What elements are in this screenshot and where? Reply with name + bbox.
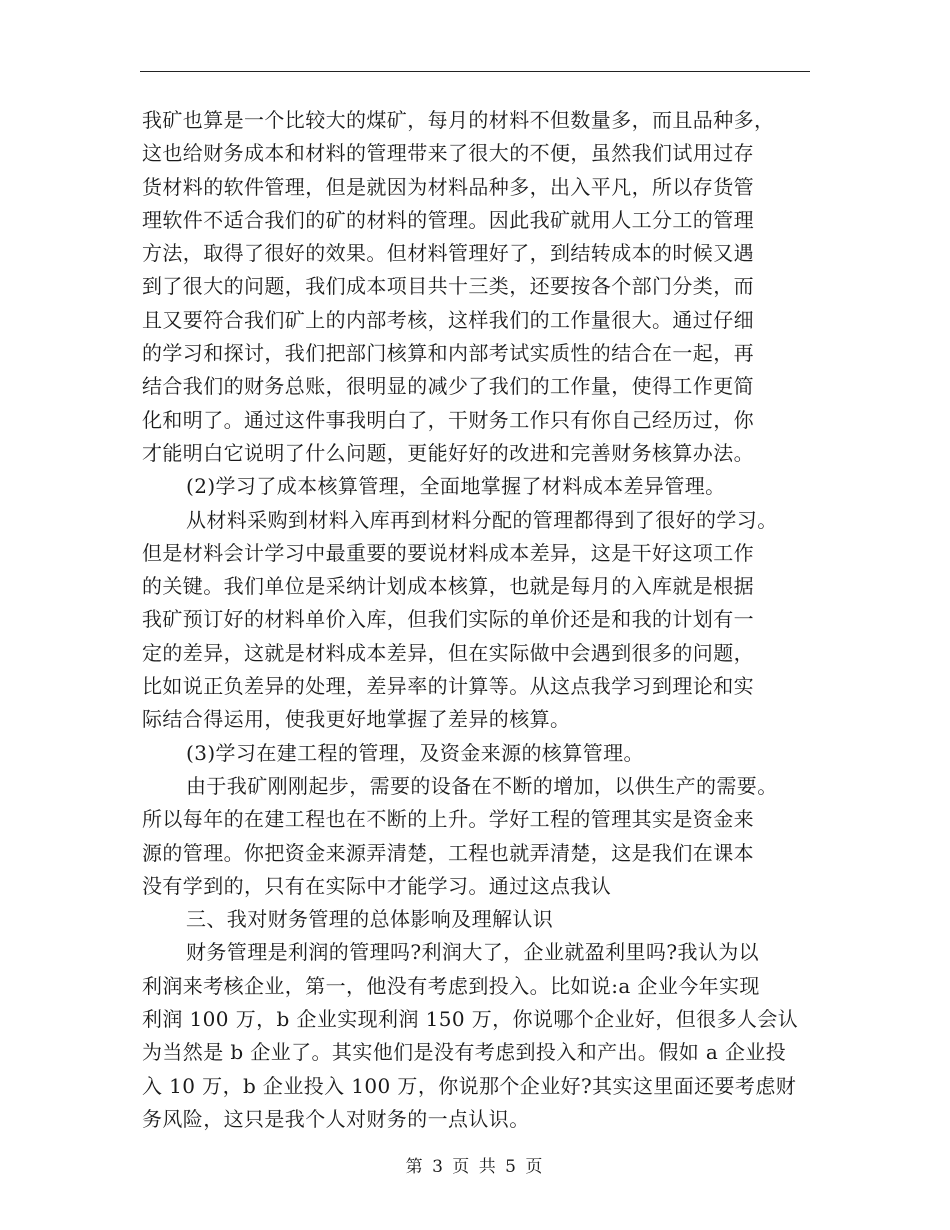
text-line: 但是材料会计学习中最重要的要说材料成本差异，这是干好这项工作 xyxy=(142,540,754,565)
text-line: 源的管理。你把资金来源弄清楚，工程也就弄清楚，这是我们在课本 xyxy=(142,840,754,865)
text-line: 利润来考核企业，第一，他没有考虑到投入。比如说:a 企业今年实现 xyxy=(142,973,760,998)
text-line: 化和明了。通过这件事我明白了，干财务工作只有你自己经历过，你 xyxy=(142,407,754,432)
text-line: 我矿也算是一个比较大的煤矿，每月的材料不但数量多，而且品种多， xyxy=(142,108,775,132)
text-line: 且又要符合我们矿上的内部考核，这样我们的工作量很大。通过仔细 xyxy=(142,307,754,332)
text-line: 的学习和探讨，我们把部门核算和内部考试实质性的结合在一起，再 xyxy=(142,341,754,366)
page-footer: 第 3 页 共 5 页 xyxy=(405,1157,545,1177)
text-line: 结合我们的财务总账，很明显的减少了我们的工作量，使得工作更简 xyxy=(142,374,754,399)
text-line: 财务管理是利润的管理吗?利润大了，企业就盈利里吗?我认为以 xyxy=(186,940,760,965)
text-line: 定的差异，这就是材料成本差异，但在实际做中会遇到很多的问题， xyxy=(142,640,754,665)
text-line: 我矿预订好的材料单价入库，但我们实际的单价还是和我的计划有一 xyxy=(142,607,754,632)
text-line: 没有学到的，只有在实际中才能学习。通过这点我认 xyxy=(142,873,612,898)
text-line: (3)学习在建工程的管理，及资金来源的核算管理。 xyxy=(186,740,644,765)
text-line: 这也给财务成本和材料的管理带来了很大的不便，虽然我们试用过存 xyxy=(142,141,754,166)
text-line: 为当然是 b 企业了。其实他们是没有考虑到投入和产出。假如 a 企业投 xyxy=(142,1040,787,1065)
text-line: 务风险，这只是我个人对财务的一点认识。 xyxy=(142,1106,530,1131)
text-line: 际结合得运用，使我更好地掌握了差异的核算。 xyxy=(142,707,571,732)
text-line: 利润 100 万，b 企业实现利润 150 万，你说哪个企业好，但很多人会认 xyxy=(142,1007,799,1032)
text-line: 理软件不适合我们的矿的材料的管理。因此我矿就用人工分工的管理 xyxy=(142,207,754,232)
text-line: 的关键。我们单位是采纳计划成本核算，也就是每月的入库就是根据 xyxy=(142,574,754,599)
text-line: 从材料采购到材料入库再到材料分配的管理都得到了很好的学习。 xyxy=(186,507,778,532)
text-line: 方法，取得了很好的效果。但材料管理好了，到结转成本的时候又遇 xyxy=(142,241,754,266)
text-line: (2)学习了成本核算管理，全面地掌握了材料成本差异管理。 xyxy=(186,474,726,499)
text-line: 到了很大的问题，我们成本项目共十三类，还要按各个部门分类，而 xyxy=(142,274,754,299)
text-line: 比如说正负差异的处理，差异率的计算等。从这点我学习到理论和实 xyxy=(142,674,754,699)
text-line: 由于我矿刚刚起步，需要的设备在不断的增加，以供生产的需要。 xyxy=(186,773,778,798)
text-line: 三、我对财务管理的总体影响及理解认识 xyxy=(186,907,554,932)
text-line: 才能明白它说明了什么问题，更能好好的改进和完善财务核算办法。 xyxy=(142,440,754,465)
text-line: 所以每年的在建工程也在不断的上升。学好工程的管理其实是资金来 xyxy=(142,807,754,832)
text-line: 货材料的软件管理，但是就因为材料品种多，出入平凡，所以存货管 xyxy=(142,174,754,199)
text-line: 入 10 万，b 企业投入 100 万，你说那个企业好?其实这里面还要考虑财 xyxy=(142,1073,797,1098)
document-body xyxy=(142,104,810,1136)
header-rule xyxy=(140,71,810,72)
